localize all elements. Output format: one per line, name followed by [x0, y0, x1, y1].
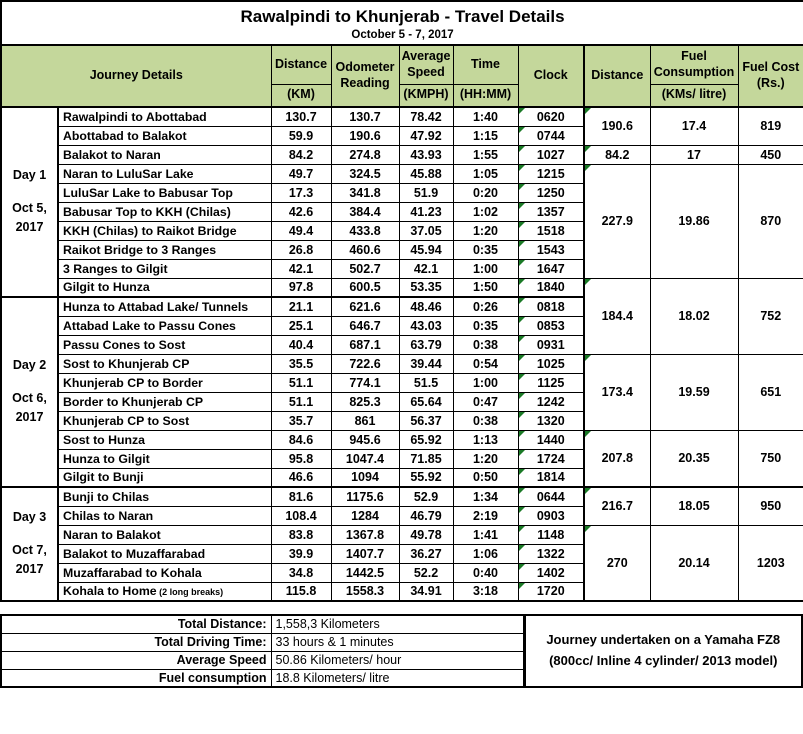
fuel-distance-cell: 184.4: [584, 278, 650, 354]
odometer-cell: 130.7: [331, 107, 399, 126]
time-cell: 0:54: [453, 354, 518, 373]
fuel-consumption-cell: 19.86: [650, 164, 738, 278]
journey-cell: Hunza to Attabad Lake/ Tunnels: [58, 297, 271, 316]
time-cell: 1:13: [453, 430, 518, 449]
odometer-cell: 1367.8: [331, 525, 399, 544]
day-label: Day 2: [12, 358, 47, 373]
time-cell: 0:50: [453, 468, 518, 487]
fuel-distance-cell: 207.8: [584, 430, 650, 487]
time-cell: 0:20: [453, 183, 518, 202]
speed-cell: 56.37: [399, 411, 453, 430]
odometer-cell: 774.1: [331, 373, 399, 392]
journey-cell: Abottabad to Balakot: [58, 126, 271, 145]
speed-cell: 71.85: [399, 449, 453, 468]
distance-cell: 51.1: [271, 373, 331, 392]
clock-cell: 1720: [518, 582, 584, 601]
time-cell: 0:38: [453, 411, 518, 430]
time-cell: 1:15: [453, 126, 518, 145]
table-row: [1, 430, 803, 449]
distance-cell: 17.3: [271, 183, 331, 202]
speed-cell: 37.05: [399, 221, 453, 240]
page-title: Rawalpindi to Khunjerab - Travel Details: [240, 6, 565, 26]
fuel-consumption-cell: 17: [650, 145, 738, 164]
stored-as-text-indicator-icon: [519, 203, 525, 209]
clock-cell: 0744: [518, 126, 584, 145]
speed-cell: 65.64: [399, 392, 453, 411]
stored-as-text-indicator-icon: [519, 583, 525, 589]
time-cell: 1:20: [453, 449, 518, 468]
time-cell: 0:47: [453, 392, 518, 411]
page-subtitle: October 5 - 7, 2017: [351, 29, 454, 42]
clock-cell: 1647: [518, 259, 584, 278]
day-date: Oct 7, 2017: [12, 543, 47, 576]
distance-cell: 35.5: [271, 354, 331, 373]
table-row: [1, 487, 803, 506]
stored-as-text-indicator-icon: [585, 488, 591, 494]
journey-cell: Khunjerab CP to Border: [58, 373, 271, 392]
fuel-cost-cell: 651: [738, 354, 803, 430]
time-cell: 1:20: [453, 221, 518, 240]
summary-value: 50.86 Kilometers/ hour: [271, 651, 523, 669]
clock-cell: 1840: [518, 278, 584, 297]
speed-cell: 51.9: [399, 183, 453, 202]
time-cell: 1:50: [453, 278, 518, 297]
clock-cell: 1724: [518, 449, 584, 468]
clock-cell: 0620: [518, 107, 584, 126]
speed-cell: 45.88: [399, 164, 453, 183]
journey-cell: 3 Ranges to Gilgit: [58, 259, 271, 278]
odometer-cell: 1284: [331, 506, 399, 525]
table-row: [1, 145, 803, 164]
distance-cell: 34.8: [271, 563, 331, 582]
fuel-distance-cell: 227.9: [584, 164, 650, 278]
table-row: [1, 354, 803, 373]
speed-cell: 46.79: [399, 506, 453, 525]
stored-as-text-indicator-icon: [519, 184, 525, 190]
journey-cell: Chilas to Naran: [58, 506, 271, 525]
distance-cell: 115.8: [271, 582, 331, 601]
stored-as-text-indicator-icon: [519, 488, 525, 494]
clock-cell: 1125: [518, 373, 584, 392]
odometer-cell: 722.6: [331, 354, 399, 373]
clock-cell: 1518: [518, 221, 584, 240]
stored-as-text-indicator-icon: [519, 431, 525, 437]
fuel-distance-cell: 190.6: [584, 107, 650, 145]
day-cell: [1, 297, 58, 487]
fuel-cost-cell: 450: [738, 145, 803, 164]
journey-cell: KKH (Chilas) to Raikot Bridge: [58, 221, 271, 240]
odometer-cell: 433.8: [331, 221, 399, 240]
odometer-cell: 324.5: [331, 164, 399, 183]
fuel-distance-cell: 216.7: [584, 487, 650, 525]
clock-cell: 1250: [518, 183, 584, 202]
stored-as-text-indicator-icon: [519, 469, 525, 475]
odometer-cell: 646.7: [331, 316, 399, 335]
distance-cell: 42.6: [271, 202, 331, 221]
bike-note: [524, 614, 803, 688]
clock-cell: 1440: [518, 430, 584, 449]
fuel-consumption-cell: 20.14: [650, 525, 738, 601]
journey-cell: Muzaffarabad to Kohala: [58, 563, 271, 582]
journey-cell: Rawalpindi to Abottabad: [58, 107, 271, 126]
time-cell: 1:00: [453, 373, 518, 392]
day-cell: [1, 487, 58, 601]
journey-cell: Naran to LuluSar Lake: [58, 164, 271, 183]
distance-cell: 35.7: [271, 411, 331, 430]
journey-cell: Khunjerab CP to Sost: [58, 411, 271, 430]
odometer-cell: 1558.3: [331, 582, 399, 601]
fuel-consumption-cell: 20.35: [650, 430, 738, 487]
stored-as-text-indicator-icon: [519, 298, 525, 304]
col-header-fuel-cost: Fuel Cost (Rs.): [738, 45, 803, 107]
col-header-fuel-consumption: Fuel Consumption: [650, 45, 738, 84]
col-header-odometer: Odometer Reading: [331, 45, 399, 107]
stored-as-text-indicator-icon: [519, 374, 525, 380]
stored-as-text-indicator-icon: [519, 336, 525, 342]
odometer-cell: 460.6: [331, 240, 399, 259]
distance-cell: 49.4: [271, 221, 331, 240]
fuel-consumption-cell: 18.02: [650, 278, 738, 354]
stored-as-text-indicator-icon: [519, 222, 525, 228]
table-row: [1, 107, 803, 126]
table-row: [1, 525, 803, 544]
col-header-average-speed: Average Speed: [399, 45, 453, 84]
speed-cell: 51.5: [399, 373, 453, 392]
speed-cell: 78.42: [399, 107, 453, 126]
journey-cell: Balakot to Naran: [58, 145, 271, 164]
odometer-cell: 1442.5: [331, 563, 399, 582]
odometer-cell: 861: [331, 411, 399, 430]
odometer-cell: 341.8: [331, 183, 399, 202]
stored-as-text-indicator-icon: [585, 355, 591, 361]
stored-as-text-indicator-icon: [519, 564, 525, 570]
journey-note: (2 long breaks): [156, 587, 224, 598]
title-cell: [1, 1, 803, 45]
distance-cell: 40.4: [271, 335, 331, 354]
time-cell: 1:05: [453, 164, 518, 183]
col-header-fuel-distance: Distance: [584, 45, 650, 107]
speed-cell: 42.1: [399, 259, 453, 278]
speed-cell: 52.9: [399, 487, 453, 506]
time-cell: 1:41: [453, 525, 518, 544]
time-cell: 0:35: [453, 240, 518, 259]
speed-cell: 52.2: [399, 563, 453, 582]
time-cell: 1:06: [453, 544, 518, 563]
col-header-distance: Distance: [271, 45, 331, 84]
odometer-cell: 190.6: [331, 126, 399, 145]
fuel-distance-cell: 173.4: [584, 354, 650, 430]
distance-cell: 25.1: [271, 316, 331, 335]
distance-cell: 42.1: [271, 259, 331, 278]
journey-cell: Gilgit to Hunza: [58, 278, 271, 297]
summary-table: [0, 614, 524, 688]
stored-as-text-indicator-icon: [519, 450, 525, 456]
journey-cell: Border to Khunjerab CP: [58, 392, 271, 411]
speed-cell: 63.79: [399, 335, 453, 354]
time-cell: 1:34: [453, 487, 518, 506]
distance-cell: 95.8: [271, 449, 331, 468]
odometer-cell: 274.8: [331, 145, 399, 164]
clock-cell: 0903: [518, 506, 584, 525]
stored-as-text-indicator-icon: [519, 526, 525, 532]
summary-section: [0, 614, 803, 688]
distance-cell: 84.2: [271, 145, 331, 164]
odometer-cell: 825.3: [331, 392, 399, 411]
col-header-distance-unit: (KM): [271, 84, 331, 107]
time-cell: 0:26: [453, 297, 518, 316]
time-cell: 1:40: [453, 107, 518, 126]
bike-note-line2: (800cc/ Inline 4 cylinder/ 2013 model): [549, 653, 778, 668]
stored-as-text-indicator-icon: [585, 279, 591, 285]
stored-as-text-indicator-icon: [519, 545, 525, 551]
journey-cell: Passu Cones to Sost: [58, 335, 271, 354]
day-date: Oct 5, 2017: [12, 201, 47, 234]
distance-cell: 83.8: [271, 525, 331, 544]
time-cell: 1:02: [453, 202, 518, 221]
table-row: [1, 278, 803, 297]
speed-cell: 45.94: [399, 240, 453, 259]
odometer-cell: 1047.4: [331, 449, 399, 468]
odometer-cell: 384.4: [331, 202, 399, 221]
col-header-time-unit: (HH:MM): [453, 84, 518, 107]
col-header-journey-details: Journey Details: [1, 45, 271, 107]
odometer-cell: 1175.6: [331, 487, 399, 506]
speed-cell: 48.46: [399, 297, 453, 316]
clock-cell: 0644: [518, 487, 584, 506]
time-cell: 0:40: [453, 563, 518, 582]
col-header-clock: Clock: [518, 45, 584, 107]
stored-as-text-indicator-icon: [519, 146, 525, 152]
fuel-cost-cell: 819: [738, 107, 803, 145]
distance-cell: 26.8: [271, 240, 331, 259]
stored-as-text-indicator-icon: [519, 127, 525, 133]
time-cell: 0:38: [453, 335, 518, 354]
journey-cell: Hunza to Gilgit: [58, 449, 271, 468]
distance-cell: 59.9: [271, 126, 331, 145]
speed-cell: 65.92: [399, 430, 453, 449]
stored-as-text-indicator-icon: [519, 412, 525, 418]
col-header-fuel-consumption-unit: (KMs/ litre): [650, 84, 738, 107]
distance-cell: 108.4: [271, 506, 331, 525]
stored-as-text-indicator-icon: [519, 241, 525, 247]
odometer-cell: 1407.7: [331, 544, 399, 563]
distance-cell: 21.1: [271, 297, 331, 316]
odometer-cell: 502.7: [331, 259, 399, 278]
clock-cell: 0818: [518, 297, 584, 316]
journey-cell: Balakot to Muzaffarabad: [58, 544, 271, 563]
clock-cell: 1322: [518, 544, 584, 563]
clock-cell: 1320: [518, 411, 584, 430]
distance-cell: 84.6: [271, 430, 331, 449]
speed-cell: 47.92: [399, 126, 453, 145]
title-row: [1, 1, 803, 45]
journey-cell: Gilgit to Bunji: [58, 468, 271, 487]
distance-cell: 39.9: [271, 544, 331, 563]
summary-value: 1,558,3 Kilometers: [271, 615, 523, 633]
col-header-time: Time: [453, 45, 518, 84]
time-cell: 1:00: [453, 259, 518, 278]
odometer-cell: 621.6: [331, 297, 399, 316]
journey-cell: Bunji to Chilas: [58, 487, 271, 506]
summary-row: [1, 669, 523, 687]
time-cell: 3:18: [453, 582, 518, 601]
odometer-cell: 945.6: [331, 430, 399, 449]
stored-as-text-indicator-icon: [519, 355, 525, 361]
fuel-consumption-cell: 19.59: [650, 354, 738, 430]
speed-cell: 53.35: [399, 278, 453, 297]
stored-as-text-indicator-icon: [585, 526, 591, 532]
journey-cell: Naran to Balakot: [58, 525, 271, 544]
time-cell: 2:19: [453, 506, 518, 525]
fuel-cost-cell: 950: [738, 487, 803, 525]
bike-note-line1: Journey undertaken on a Yamaha FZ8: [546, 632, 781, 648]
summary-label: Average Speed: [1, 651, 271, 669]
summary-row: [1, 651, 523, 669]
header-row-1: [1, 45, 803, 84]
distance-cell: 130.7: [271, 107, 331, 126]
summary-label: Total Driving Time:: [1, 633, 271, 651]
fuel-cost-cell: 750: [738, 430, 803, 487]
odometer-cell: 600.5: [331, 278, 399, 297]
stored-as-text-indicator-icon: [585, 431, 591, 437]
summary-label: Fuel consumption: [1, 669, 271, 687]
journey-cell: Attabad Lake to Passu Cones: [58, 316, 271, 335]
journey-table-body: [1, 107, 803, 601]
stored-as-text-indicator-icon: [585, 108, 591, 114]
day-label: Day 3: [12, 510, 47, 525]
stored-as-text-indicator-icon: [519, 393, 525, 399]
fuel-cost-cell: 870: [738, 164, 803, 278]
distance-cell: 49.7: [271, 164, 331, 183]
distance-cell: 81.6: [271, 487, 331, 506]
clock-cell: 1215: [518, 164, 584, 183]
clock-cell: 0931: [518, 335, 584, 354]
stored-as-text-indicator-icon: [519, 279, 525, 285]
clock-cell: 1402: [518, 563, 584, 582]
summary-row: [1, 633, 523, 651]
clock-cell: 1027: [518, 145, 584, 164]
day-date: Oct 6, 2017: [12, 391, 47, 424]
speed-cell: 43.93: [399, 145, 453, 164]
stored-as-text-indicator-icon: [519, 317, 525, 323]
journey-cell: Raikot Bridge to 3 Ranges: [58, 240, 271, 259]
time-cell: 1:55: [453, 145, 518, 164]
fuel-cost-cell: 752: [738, 278, 803, 354]
fuel-distance-cell: 84.2: [584, 145, 650, 164]
speed-cell: 49.78: [399, 525, 453, 544]
summary-row: [1, 615, 523, 633]
stored-as-text-indicator-icon: [519, 165, 525, 171]
distance-cell: 97.8: [271, 278, 331, 297]
clock-cell: 0853: [518, 316, 584, 335]
table-row: [1, 164, 803, 183]
fuel-distance-cell: 270: [584, 525, 650, 601]
stored-as-text-indicator-icon: [519, 260, 525, 266]
stored-as-text-indicator-icon: [519, 108, 525, 114]
clock-cell: 1814: [518, 468, 584, 487]
odometer-cell: 1094: [331, 468, 399, 487]
distance-cell: 51.1: [271, 392, 331, 411]
speed-cell: 34.91: [399, 582, 453, 601]
journey-cell: Babusar Top to KKH (Chilas): [58, 202, 271, 221]
fuel-consumption-cell: 18.05: [650, 487, 738, 525]
journey-cell: LuluSar Lake to Babusar Top: [58, 183, 271, 202]
summary-value: 33 hours & 1 minutes: [271, 633, 523, 651]
speed-cell: 41.23: [399, 202, 453, 221]
journey-cell: Sost to Hunza: [58, 430, 271, 449]
summary-label: Total Distance:: [1, 615, 271, 633]
journey-cell: Sost to Khunjerab CP: [58, 354, 271, 373]
clock-cell: 1242: [518, 392, 584, 411]
fuel-consumption-cell: 17.4: [650, 107, 738, 145]
distance-cell: 46.6: [271, 468, 331, 487]
day-label: Day 1: [12, 168, 47, 183]
clock-cell: 1357: [518, 202, 584, 221]
speed-cell: 39.44: [399, 354, 453, 373]
stored-as-text-indicator-icon: [585, 165, 591, 171]
stored-as-text-indicator-icon: [585, 146, 591, 152]
odometer-cell: 687.1: [331, 335, 399, 354]
summary-value: 18.8 Kilometers/ litre: [271, 669, 523, 687]
fuel-cost-cell: 1203: [738, 525, 803, 601]
clock-cell: 1543: [518, 240, 584, 259]
speed-cell: 55.92: [399, 468, 453, 487]
clock-cell: 1025: [518, 354, 584, 373]
clock-cell: 1148: [518, 525, 584, 544]
speed-cell: 36.27: [399, 544, 453, 563]
stored-as-text-indicator-icon: [519, 507, 525, 513]
journey-cell: Kohala to Home (2 long breaks): [58, 582, 271, 601]
day-cell: [1, 107, 58, 297]
col-header-speed-unit: (KMPH): [399, 84, 453, 107]
time-cell: 0:35: [453, 316, 518, 335]
speed-cell: 43.03: [399, 316, 453, 335]
